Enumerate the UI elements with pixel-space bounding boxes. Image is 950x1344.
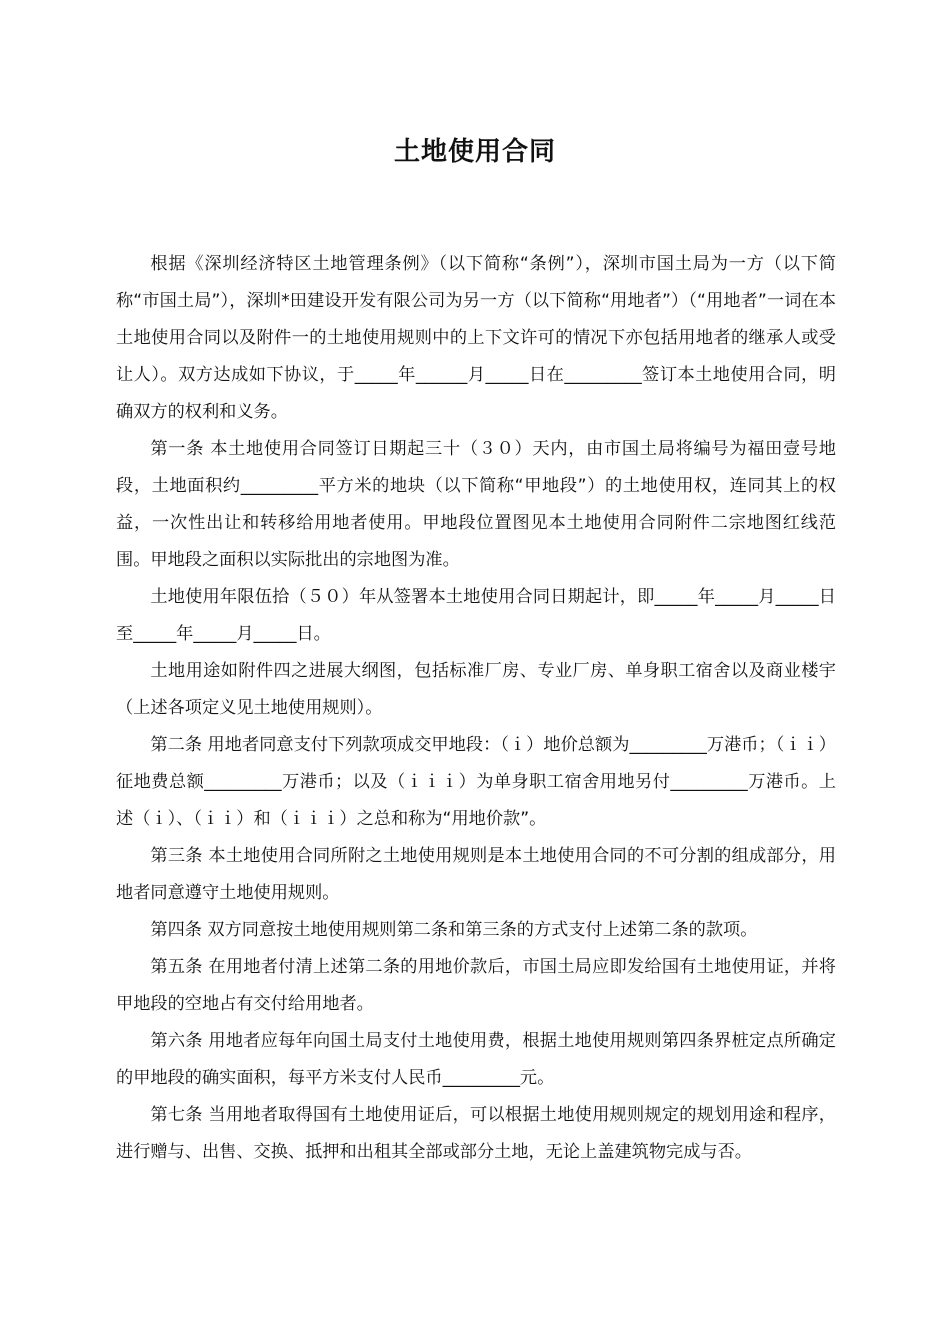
- article-1-paragraph: 第一条 本土地使用合同签订日期起三十（３０）天内，由市国土局将编号为福田壹号地段，土地面积约_________平方米的地块（以下简称“甲地段”）的土地使用权，连同其上的权益，一次性出让和转移给用地者使用。甲地段位置图见本土地使用合同附件二宗地图红线范围。甲地段之面积以实际批出的宗地图为准。: [116, 439, 836, 570]
- land-term-paragraph: 土地使用年限伍拾（５０）年从签署本土地使用合同日期起计，即_____年_____月_____日至_____年_____月_____日。: [116, 587, 836, 644]
- document-title: 土地使用合同: [393, 137, 556, 167]
- article-3-paragraph: 第三条 本土地使用合同所附之土地使用规则是本土地使用合同的不可分割的组成部分，用地者同意遵守土地使用规则。: [116, 846, 836, 903]
- article-6-paragraph: 第六条 用地者应每年向国土局支付土地使用费，根据土地使用规则第四条界桩定点所确定的甲地段的确实面积，每平方米支付人民币_________元。: [116, 1031, 836, 1088]
- article-2-paragraph: 第二条 用地者同意支付下列款项成交甲地段：（ｉ）地价总额为_________万港币；（ｉｉ）征地费总额_________万港币；以及（ｉｉｉ）为单身职工宿舍用地另付_________万港币。上述（ｉ）、（ｉｉ）和（ｉｉｉ）之总和称为“用地价款”。: [116, 735, 836, 829]
- document-body: [116, 246, 836, 1171]
- land-use-paragraph: 土地用途如附件四之进展大纲图，包括标准厂房、专业厂房、单身职工宿舍以及商业楼宇（上述各项定义见土地使用规则）。: [116, 661, 836, 718]
- article-4-paragraph: 第四条 双方同意按土地使用规则第二条和第三条的方式支付上述第二条的款项。: [150, 920, 758, 940]
- article-7-paragraph: 第七条 当用地者取得国有土地使用证后，可以根据土地使用规则规定的规划用途和程序，进行赠与、出售、交换、抵押和出租其全部或部分土地，无论上盖建筑物完成与否。: [116, 1105, 836, 1162]
- preamble-paragraph: 根据《深圳经济特区土地管理条例》（以下简称“条例”），深圳市国土局为一方（以下简称“市国土局”），深圳*田建设开发有限公司为另一方（以下简称“用地者”）（“用地者”一词在本土地使用合同以及附件一的土地使用规则中的上下文许可的情况下亦包括用地者的继承人或受让人）。双方达成如下协议，于_____年______月_____日在_________签订本土地使用合同，明确双方的权利和义务。: [116, 254, 836, 422]
- article-5-paragraph: 第五条 在用地者付清上述第二条的用地价款后，市国土局应即发给国有土地使用证，并将甲地段的空地占有交付给用地者。: [116, 957, 836, 1014]
